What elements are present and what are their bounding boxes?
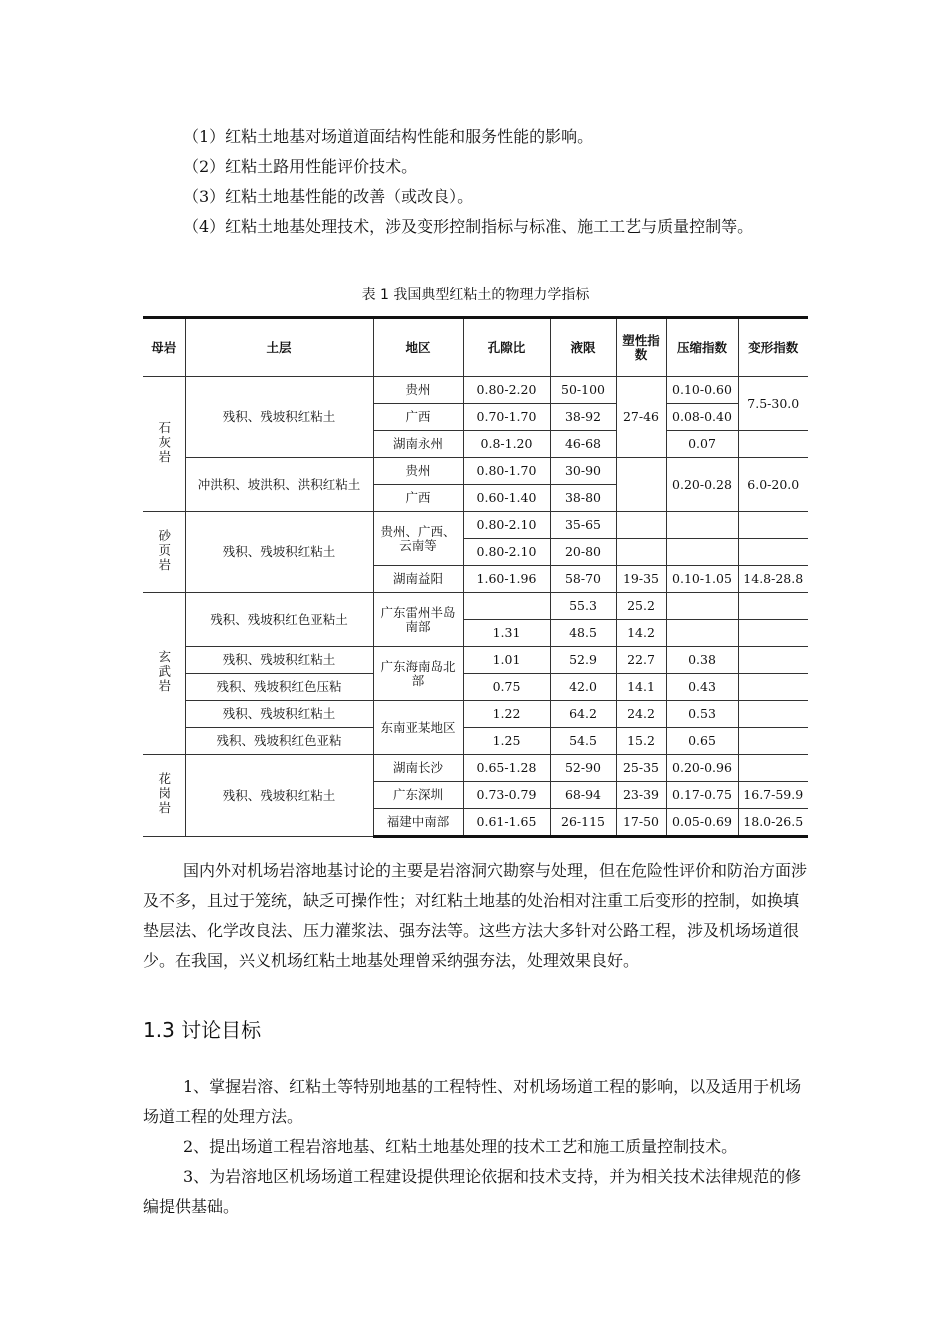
region-cell: 福建中南部	[373, 809, 463, 837]
deformation-cell: 14.8-28.8	[738, 566, 808, 593]
layer-cell: 残积、残坡积红粘土	[185, 512, 373, 593]
plasticity-cell: 19-35	[616, 566, 666, 593]
region-cell: 东南亚某地区	[373, 701, 463, 755]
layer-cell: 残积、残坡积红粘土	[185, 647, 373, 674]
void-ratio-cell: 1.60-1.96	[463, 566, 550, 593]
compression-cell: 0.43	[666, 674, 738, 701]
deformation-cell: 16.7-59.9	[738, 782, 808, 809]
goal-item-1: 1、掌握岩溶、红粘土等特别地基的工程特性、对机场场道工程的影响，以及适用于机场场道工程的处理方法。	[143, 1077, 802, 1126]
layer-cell: 残积、残坡积红色亚粘土	[185, 593, 373, 647]
liquid-limit-cell: 26-115	[550, 809, 616, 837]
table-row	[143, 755, 808, 782]
liquid-limit-cell: 35-65	[550, 512, 616, 539]
table-row	[143, 647, 808, 674]
deformation-cell	[738, 701, 808, 728]
table-header-row	[143, 318, 808, 377]
deformation-cell: 6.0-20.0	[738, 458, 808, 512]
table-row	[143, 701, 808, 728]
layer-cell: 冲洪积、坡洪积、洪积红粘土	[185, 458, 373, 512]
header-void-ratio: 孔隙比	[463, 318, 550, 377]
table-row	[143, 458, 808, 485]
compression-cell: 0.05-0.69	[666, 809, 738, 837]
plasticity-cell: 14.1	[616, 674, 666, 701]
deformation-cell	[738, 674, 808, 701]
void-ratio-cell: 0.80-2.10	[463, 512, 550, 539]
deformation-cell	[738, 539, 808, 566]
liquid-limit-cell: 55.3	[550, 593, 616, 620]
liquid-limit-cell: 52-90	[550, 755, 616, 782]
region-cell: 广西	[373, 404, 463, 431]
compression-cell: 0.10-0.60	[666, 377, 738, 404]
deformation-cell: 18.0-26.5	[738, 809, 808, 837]
compression-cell: 0.10-1.05	[666, 566, 738, 593]
plasticity-cell: 23-39	[616, 782, 666, 809]
region-cell: 广东深圳	[373, 782, 463, 809]
liquid-limit-cell: 46-68	[550, 431, 616, 458]
intro-item-3: （3）红粘土地基性能的改善（或改良）。	[183, 187, 474, 206]
liquid-limit-cell: 48.5	[550, 620, 616, 647]
header-deformation-index: 变形指数	[738, 318, 808, 377]
void-ratio-cell: 0.70-1.70	[463, 404, 550, 431]
header-region: 地区	[373, 318, 463, 377]
plasticity-cell: 27-46	[616, 377, 666, 458]
header-plasticity-index: 塑性指数	[616, 318, 666, 377]
region-cell: 湖南长沙	[373, 755, 463, 782]
deformation-cell	[738, 512, 808, 539]
layer-cell: 残积、残坡积红色亚粘	[185, 728, 373, 755]
compression-cell: 0.20-0.28	[666, 458, 738, 512]
void-ratio-cell: 1.22	[463, 701, 550, 728]
void-ratio-cell: 0.61-1.65	[463, 809, 550, 837]
region-cell: 湖南益阳	[373, 566, 463, 593]
compression-cell: 0.07	[666, 431, 738, 458]
intro-item-2: （2）红粘土路用性能评价技术。	[183, 157, 418, 176]
rock-cell: 砂页岩	[143, 512, 185, 593]
liquid-limit-cell: 52.9	[550, 647, 616, 674]
region-cell: 广西	[373, 485, 463, 512]
table-caption: 表 1 我国典型红粘土的物理力学指标	[361, 287, 590, 303]
void-ratio-cell	[463, 593, 550, 620]
intro-item-1: （1）红粘土地基对场道道面结构性能和服务性能的影响。	[183, 127, 594, 146]
header-soil-layer: 土层	[185, 318, 373, 377]
rock-cell: 石灰岩	[143, 377, 185, 512]
compression-cell: 0.08-0.40	[666, 404, 738, 431]
discussion-paragraph: 国内外对机场岩溶地基讨论的主要是岩溶洞穴勘察与处理，但在危险性评价和防治方面涉及不多，且过于笼统，缺乏可操作性；对红粘土地基的处治相对注重工后变形的控制，如换填垫层法、化学改良法、压力灌浆法、强夯法等。这些方法大多针对公路工程，涉及机场场道很少。在我国，兴义机场红粘土地基处理曾采纳强夯法，处理效果良好。	[143, 861, 808, 970]
plasticity-cell: 22.7	[616, 647, 666, 674]
red-clay-properties-table	[143, 316, 808, 838]
void-ratio-cell: 0.80-1.70	[463, 458, 550, 485]
deformation-cell: 7.5-30.0	[738, 377, 808, 431]
liquid-limit-cell: 50-100	[550, 377, 616, 404]
void-ratio-cell: 0.60-1.40	[463, 485, 550, 512]
region-cell: 贵州	[373, 377, 463, 404]
plasticity-cell: 24.2	[616, 701, 666, 728]
header-parent-rock: 母岩	[143, 318, 185, 377]
deformation-cell	[738, 728, 808, 755]
plasticity-cell: 14.2	[616, 620, 666, 647]
region-cell: 贵州、广西、云南等	[373, 512, 463, 566]
liquid-limit-cell: 58-70	[550, 566, 616, 593]
table-row	[143, 593, 808, 620]
section-heading: 1.3 讨论目标	[143, 1018, 262, 1042]
deformation-cell	[738, 647, 808, 674]
void-ratio-cell: 0.80-2.10	[463, 539, 550, 566]
goal-item-3: 3、为岩溶地区机场场道工程建设提供理论依据和技术支持，并为相关技术法律规范的修编提供基础。	[143, 1167, 802, 1216]
region-cell: 湖南永州	[373, 431, 463, 458]
liquid-limit-cell: 38-92	[550, 404, 616, 431]
plasticity-cell: 15.2	[616, 728, 666, 755]
liquid-limit-cell: 68-94	[550, 782, 616, 809]
compression-cell: 0.38	[666, 647, 738, 674]
liquid-limit-cell: 20-80	[550, 539, 616, 566]
region-cell: 广东海南岛北部	[373, 647, 463, 701]
liquid-limit-cell: 54.5	[550, 728, 616, 755]
plasticity-cell	[616, 539, 666, 566]
compression-cell: 0.20-0.96	[666, 755, 738, 782]
compression-cell: 0.65	[666, 728, 738, 755]
liquid-limit-cell: 30-90	[550, 458, 616, 485]
compression-cell: 0.53	[666, 701, 738, 728]
region-cell: 贵州	[373, 458, 463, 485]
void-ratio-cell: 0.80-2.20	[463, 377, 550, 404]
goal-item-2: 2、提出场道工程岩溶地基、红粘土地基处理的技术工艺和施工质量控制技术。	[183, 1137, 738, 1156]
compression-cell	[666, 539, 738, 566]
compression-cell	[666, 620, 738, 647]
header-compression-index: 压缩指数	[666, 318, 738, 377]
rock-cell: 玄武岩	[143, 593, 185, 755]
deformation-cell	[738, 431, 808, 458]
plasticity-cell: 17-50	[616, 809, 666, 837]
deformation-cell	[738, 755, 808, 782]
compression-cell: 0.17-0.75	[666, 782, 738, 809]
liquid-limit-cell: 42.0	[550, 674, 616, 701]
liquid-limit-cell: 64.2	[550, 701, 616, 728]
void-ratio-cell: 0.75	[463, 674, 550, 701]
void-ratio-cell: 0.8-1.20	[463, 431, 550, 458]
table-row	[143, 377, 808, 404]
plasticity-cell: 25-35	[616, 755, 666, 782]
header-liquid-limit: 液限	[550, 318, 616, 377]
void-ratio-cell: 0.65-1.28	[463, 755, 550, 782]
liquid-limit-cell: 38-80	[550, 485, 616, 512]
void-ratio-cell: 1.31	[463, 620, 550, 647]
compression-cell	[666, 512, 738, 539]
deformation-cell	[738, 620, 808, 647]
layer-cell: 残积、残坡积红色压粘	[185, 674, 373, 701]
void-ratio-cell: 0.73-0.79	[463, 782, 550, 809]
layer-cell: 残积、残坡积红粘土	[185, 755, 373, 837]
plasticity-cell	[616, 512, 666, 539]
compression-cell	[666, 593, 738, 620]
layer-cell: 残积、残坡积红粘土	[185, 701, 373, 728]
void-ratio-cell: 1.25	[463, 728, 550, 755]
table-row	[143, 728, 808, 755]
table-row	[143, 674, 808, 701]
plasticity-cell: 25.2	[616, 593, 666, 620]
region-cell: 广东雷州半岛南部	[373, 593, 463, 647]
intro-item-4: （4）红粘土地基处理技术，涉及变形控制指标与标准、施工工艺与质量控制等。	[183, 217, 754, 236]
void-ratio-cell: 1.01	[463, 647, 550, 674]
layer-cell: 残积、残坡积红粘土	[185, 377, 373, 458]
table-row	[143, 512, 808, 539]
rock-cell: 花岗岩	[143, 755, 185, 837]
plasticity-cell	[616, 458, 666, 512]
deformation-cell	[738, 593, 808, 620]
